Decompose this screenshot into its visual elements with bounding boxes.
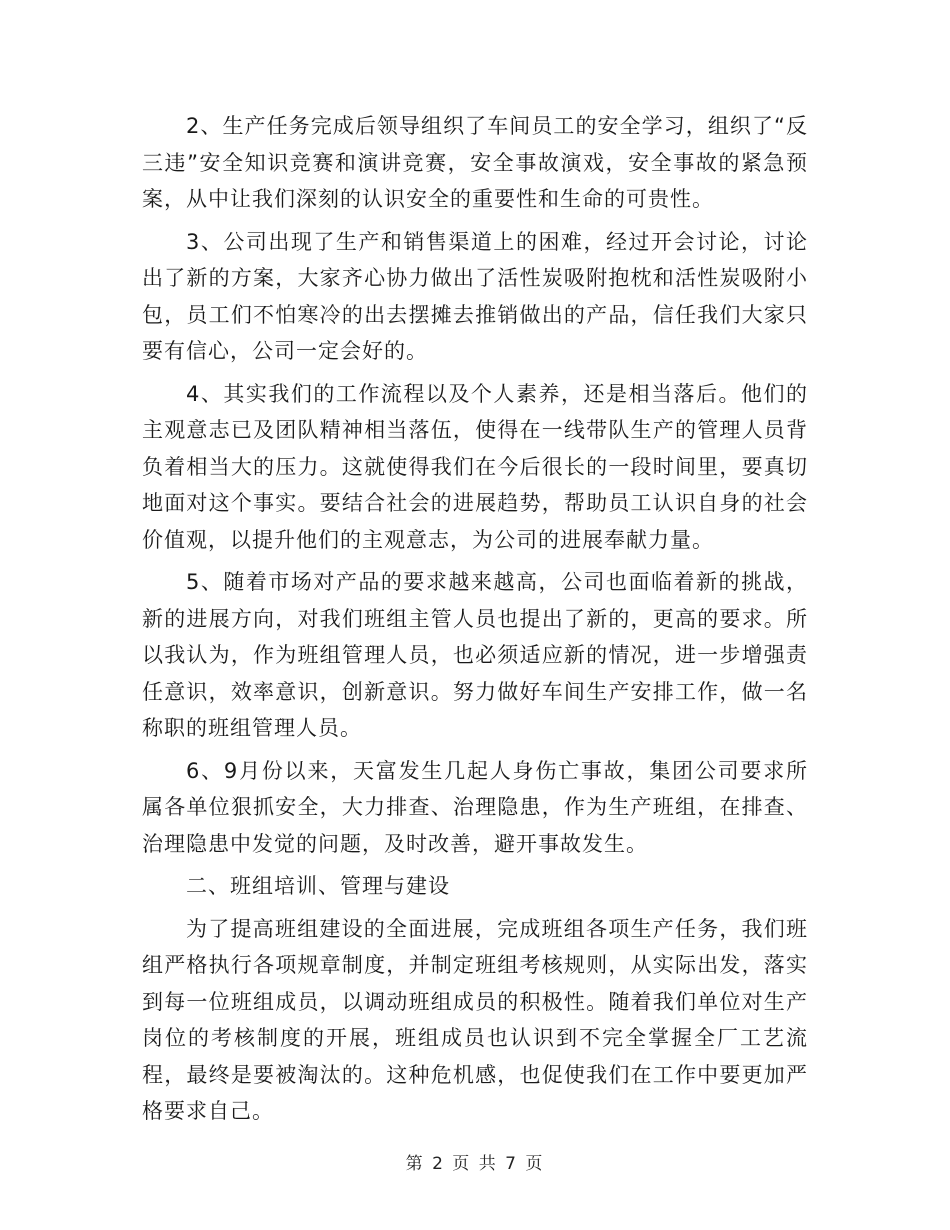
section-paragraph: 为了提高班组建设的全面进展，完成班组各项生产任务，我们班组严格执行各项规章制度，并制定班组考核规则，从实际出发，落实到每一位班组成员，以调动班组成员的积极性。随着我们单位对生产岗位的考核制度的开展，班组成员也认识到不完全掌握全厂工艺流程，最终是要被淘汰的。这种危机感，也促使我们在工作中要更加严格要求自己。 <box>142 916 808 1123</box>
paragraph-item-6: 6、9月份以来，天富发生几起人身伤亡事故，集团公司要求所属各单位狠抓安全，大力排查、治理隐患，作为生产班组，在排查、治理隐患中发觉的问题，及时改善，避开事故发生。 <box>142 758 808 856</box>
paragraph-item-2: 2、生产任务完成后领导组织了车间员工的安全学习，组织了“反三违”安全知识竞赛和演讲竞赛，安全事故演戏，安全事故的紧急预案，从中让我们深刻的认识安全的重要性和生命的可贵性。 <box>142 114 808 211</box>
paragraph-item-5: 5、随着市场对产品的要求越来越高，公司也面临着新的挑战，新的进展方向，对我们班组主管人员也提出了新的，更高的要求。所以我认为，作为班组管理人员，也必须适应新的情况，进一步增强责任意识，效率意识，创新意识。努力做好车间生产安排工作，做一名称职的班组管理人员。 <box>142 570 808 740</box>
paragraph-item-3: 3、公司出现了生产和销售渠道上的困难，经过开会讨论，讨论出了新的方案，大家齐心协力做出了活性炭吸附抱枕和活性炭吸附小包，员工们不怕寒冷的出去摆摊去推销做出的产品，信任我们大家只要有信心，公司一定会好的。 <box>142 229 808 363</box>
page-number-footer: 第 2 页 共 7 页 <box>405 1154 545 1174</box>
section-heading: 二、班组培训、管理与建设 <box>186 874 450 898</box>
document-body <box>142 108 808 1136</box>
paragraph-item-4: 4、其实我们的工作流程以及个人素养，还是相当落后。他们的主观意志已及团队精神相当落伍，使得在一线带队生产的管理人员背负着相当大的压力。这就使得我们在今后很长的一段时间里，要真切地面对这个事实。要结合社会的进展趋势，帮助员工认识自身的社会价值观，以提升他们的主观意志，为公司的进展奉献力量。 <box>142 381 808 552</box>
